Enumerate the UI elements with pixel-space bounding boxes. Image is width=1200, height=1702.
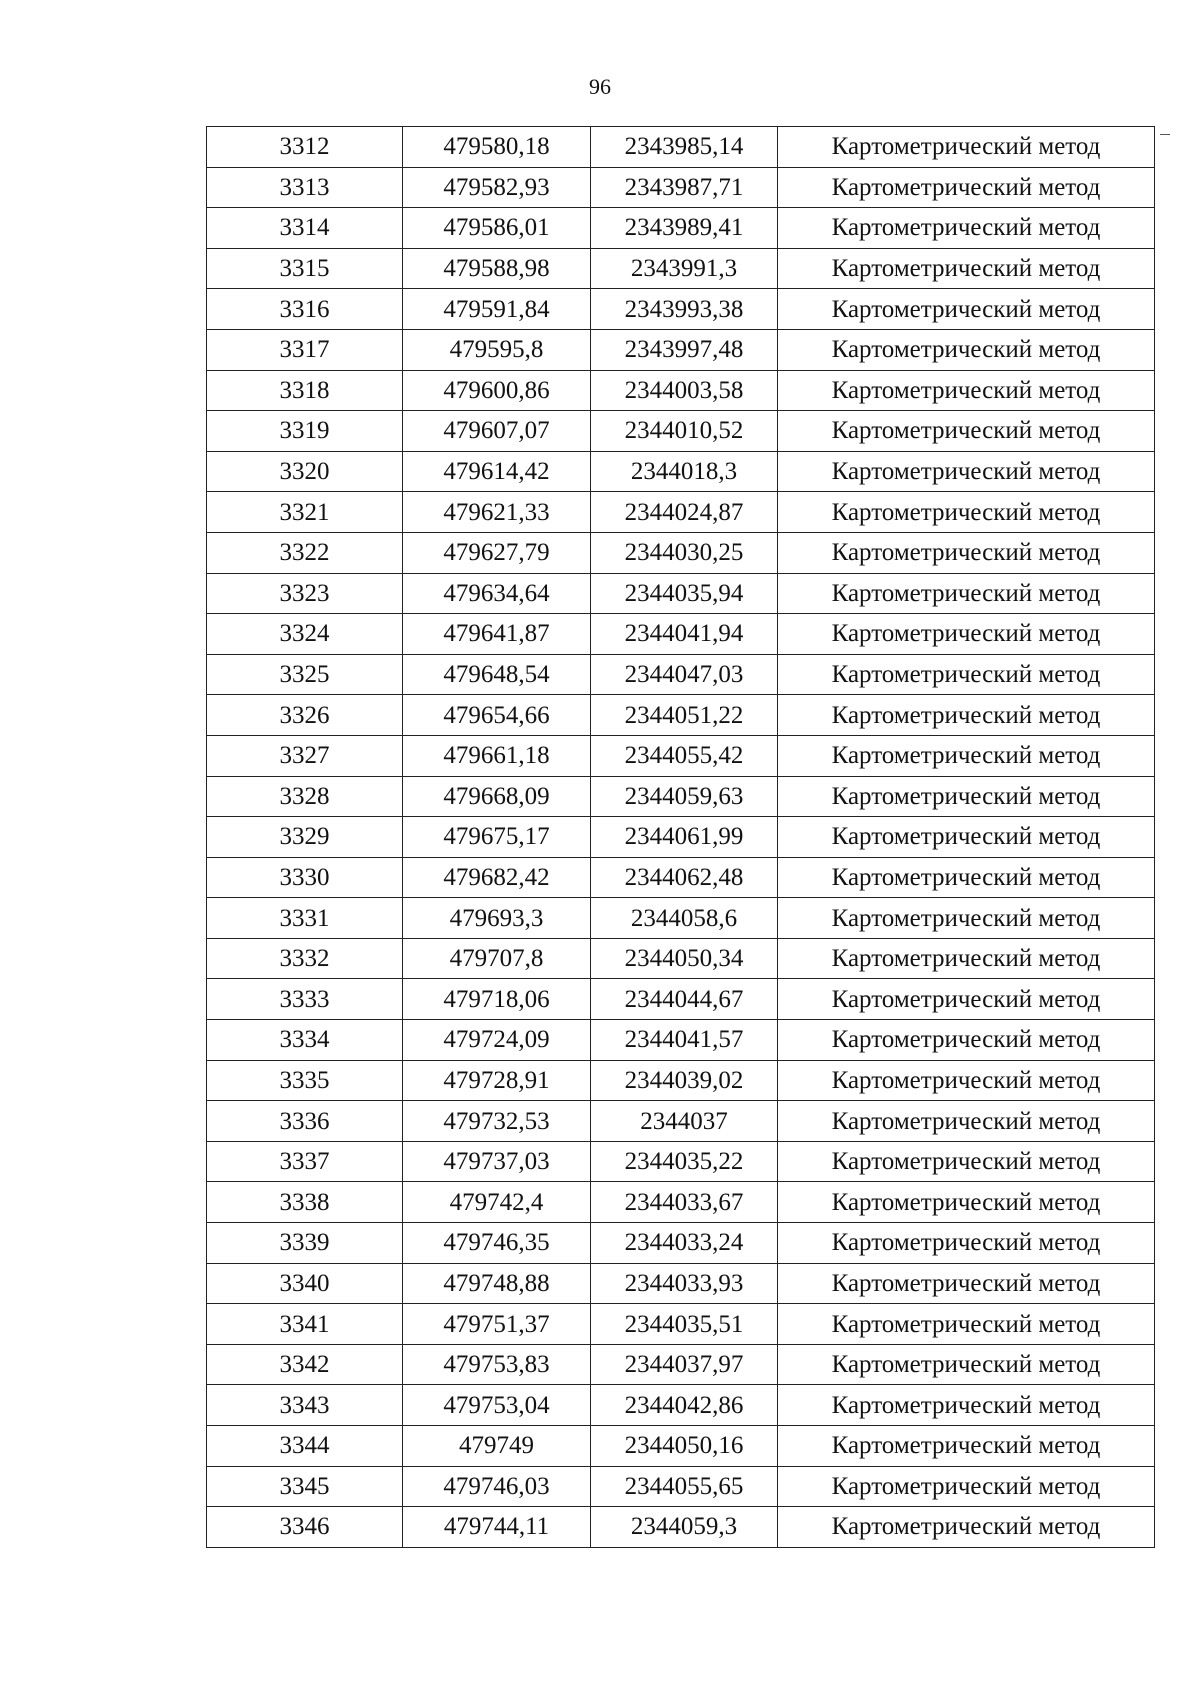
table-row <box>207 1507 1155 1548</box>
table-row <box>207 654 1155 695</box>
y-coordinate-cell: 2344042,86 <box>591 1385 778 1426</box>
x-coordinate-cell: 479718,06 <box>403 979 591 1020</box>
method-cell: Картометрический метод <box>778 1223 1155 1264</box>
y-coordinate-cell: 2344050,16 <box>591 1426 778 1467</box>
point-number-cell: 3328 <box>207 776 403 817</box>
method-cell: Картометрический метод <box>778 451 1155 492</box>
table-row <box>207 695 1155 736</box>
method-cell: Картометрический метод <box>778 411 1155 452</box>
y-coordinate-cell: 2344037,97 <box>591 1344 778 1385</box>
method-cell: Картометрический метод <box>778 208 1155 249</box>
point-number-cell: 3321 <box>207 492 403 533</box>
point-number-cell: 3320 <box>207 451 403 492</box>
table-row <box>207 776 1155 817</box>
x-coordinate-cell: 479582,93 <box>403 167 591 208</box>
x-coordinate-cell: 479728,91 <box>403 1060 591 1101</box>
x-coordinate-cell: 479742,4 <box>403 1182 591 1223</box>
y-coordinate-cell: 2343993,38 <box>591 289 778 330</box>
x-coordinate-cell: 479600,86 <box>403 370 591 411</box>
table-row <box>207 1020 1155 1061</box>
method-cell: Картометрический метод <box>778 1141 1155 1182</box>
y-coordinate-cell: 2344055,65 <box>591 1466 778 1507</box>
method-cell: Картометрический метод <box>778 735 1155 776</box>
point-number-cell: 3322 <box>207 532 403 573</box>
x-coordinate-cell: 479588,98 <box>403 248 591 289</box>
method-cell: Картометрический метод <box>778 857 1155 898</box>
table-row <box>207 1060 1155 1101</box>
y-coordinate-cell: 2344010,52 <box>591 411 778 452</box>
y-coordinate-cell: 2344030,25 <box>591 532 778 573</box>
y-coordinate-cell: 2344033,67 <box>591 1182 778 1223</box>
point-number-cell: 3339 <box>207 1223 403 1264</box>
method-cell: Картометрический метод <box>778 1101 1155 1142</box>
scan-mark <box>1160 134 1170 135</box>
table-row <box>207 248 1155 289</box>
method-cell: Картометрический метод <box>778 289 1155 330</box>
point-number-cell: 3314 <box>207 208 403 249</box>
method-cell: Картометрический метод <box>778 1385 1155 1426</box>
point-number-cell: 3315 <box>207 248 403 289</box>
table-row <box>207 735 1155 776</box>
x-coordinate-cell: 479724,09 <box>403 1020 591 1061</box>
y-coordinate-cell: 2344058,6 <box>591 898 778 939</box>
table-row <box>207 532 1155 573</box>
x-coordinate-cell: 479737,03 <box>403 1141 591 1182</box>
y-coordinate-cell: 2344037 <box>591 1101 778 1142</box>
x-coordinate-cell: 479675,17 <box>403 817 591 858</box>
table-row <box>207 1182 1155 1223</box>
method-cell: Картометрический метод <box>778 898 1155 939</box>
point-number-cell: 3338 <box>207 1182 403 1223</box>
point-number-cell: 3325 <box>207 654 403 695</box>
point-number-cell: 3330 <box>207 857 403 898</box>
point-number-cell: 3341 <box>207 1304 403 1345</box>
table-row <box>207 329 1155 370</box>
point-number-cell: 3337 <box>207 1141 403 1182</box>
x-coordinate-cell: 479693,3 <box>403 898 591 939</box>
method-cell: Картометрический метод <box>778 1020 1155 1061</box>
method-cell: Картометрический метод <box>778 248 1155 289</box>
point-number-cell: 3326 <box>207 695 403 736</box>
y-coordinate-cell: 2344062,48 <box>591 857 778 898</box>
y-coordinate-cell: 2344039,02 <box>591 1060 778 1101</box>
table-row <box>207 208 1155 249</box>
method-cell: Картометрический метод <box>778 1426 1155 1467</box>
y-coordinate-cell: 2344041,57 <box>591 1020 778 1061</box>
table-row <box>207 573 1155 614</box>
table-row <box>207 370 1155 411</box>
table-row <box>207 289 1155 330</box>
y-coordinate-cell: 2344059,63 <box>591 776 778 817</box>
method-cell: Картометрический метод <box>778 938 1155 979</box>
point-number-cell: 3333 <box>207 979 403 1020</box>
method-cell: Картометрический метод <box>778 1182 1155 1223</box>
coordinates-table <box>206 126 1155 1548</box>
point-number-cell: 3323 <box>207 573 403 614</box>
x-coordinate-cell: 479753,83 <box>403 1344 591 1385</box>
method-cell: Картометрический метод <box>778 532 1155 573</box>
y-coordinate-cell: 2343997,48 <box>591 329 778 370</box>
point-number-cell: 3331 <box>207 898 403 939</box>
point-number-cell: 3317 <box>207 329 403 370</box>
point-number-cell: 3312 <box>207 127 403 168</box>
x-coordinate-cell: 479744,11 <box>403 1507 591 1548</box>
coordinates-table-body <box>207 127 1155 1548</box>
y-coordinate-cell: 2344055,42 <box>591 735 778 776</box>
table-row <box>207 817 1155 858</box>
point-number-cell: 3332 <box>207 938 403 979</box>
point-number-cell: 3346 <box>207 1507 403 1548</box>
method-cell: Картометрический метод <box>778 1060 1155 1101</box>
table-row <box>207 1101 1155 1142</box>
method-cell: Картометрический метод <box>778 127 1155 168</box>
x-coordinate-cell: 479746,35 <box>403 1223 591 1264</box>
y-coordinate-cell: 2344051,22 <box>591 695 778 736</box>
method-cell: Картометрический метод <box>778 370 1155 411</box>
y-coordinate-cell: 2344033,24 <box>591 1223 778 1264</box>
method-cell: Картометрический метод <box>778 695 1155 736</box>
x-coordinate-cell: 479586,01 <box>403 208 591 249</box>
method-cell: Картометрический метод <box>778 776 1155 817</box>
method-cell: Картометрический метод <box>778 817 1155 858</box>
table-row <box>207 167 1155 208</box>
table-row <box>207 898 1155 939</box>
x-coordinate-cell: 479648,54 <box>403 654 591 695</box>
table-row <box>207 979 1155 1020</box>
y-coordinate-cell: 2344061,99 <box>591 817 778 858</box>
x-coordinate-cell: 479641,87 <box>403 614 591 655</box>
method-cell: Картометрический метод <box>778 1466 1155 1507</box>
y-coordinate-cell: 2344003,58 <box>591 370 778 411</box>
table-row <box>207 614 1155 655</box>
y-coordinate-cell: 2343991,3 <box>591 248 778 289</box>
table-row <box>207 1263 1155 1304</box>
method-cell: Картометрический метод <box>778 1263 1155 1304</box>
method-cell: Картометрический метод <box>778 614 1155 655</box>
x-coordinate-cell: 479627,79 <box>403 532 591 573</box>
x-coordinate-cell: 479614,42 <box>403 451 591 492</box>
table-row <box>207 1466 1155 1507</box>
x-coordinate-cell: 479591,84 <box>403 289 591 330</box>
x-coordinate-cell: 479654,66 <box>403 695 591 736</box>
x-coordinate-cell: 479621,33 <box>403 492 591 533</box>
table-row <box>207 1141 1155 1182</box>
method-cell: Картометрический метод <box>778 1304 1155 1345</box>
y-coordinate-cell: 2344018,3 <box>591 451 778 492</box>
point-number-cell: 3327 <box>207 735 403 776</box>
method-cell: Картометрический метод <box>778 329 1155 370</box>
x-coordinate-cell: 479682,42 <box>403 857 591 898</box>
table-row <box>207 451 1155 492</box>
x-coordinate-cell: 479668,09 <box>403 776 591 817</box>
point-number-cell: 3334 <box>207 1020 403 1061</box>
point-number-cell: 3343 <box>207 1385 403 1426</box>
table-row <box>207 1344 1155 1385</box>
point-number-cell: 3344 <box>207 1426 403 1467</box>
y-coordinate-cell: 2344050,34 <box>591 938 778 979</box>
y-coordinate-cell: 2344033,93 <box>591 1263 778 1304</box>
y-coordinate-cell: 2344044,67 <box>591 979 778 1020</box>
point-number-cell: 3324 <box>207 614 403 655</box>
table-row <box>207 1385 1155 1426</box>
table-row <box>207 1426 1155 1467</box>
point-number-cell: 3342 <box>207 1344 403 1385</box>
y-coordinate-cell: 2344047,03 <box>591 654 778 695</box>
point-number-cell: 3329 <box>207 817 403 858</box>
x-coordinate-cell: 479707,8 <box>403 938 591 979</box>
x-coordinate-cell: 479607,07 <box>403 411 591 452</box>
x-coordinate-cell: 479580,18 <box>403 127 591 168</box>
y-coordinate-cell: 2344059,3 <box>591 1507 778 1548</box>
x-coordinate-cell: 479732,53 <box>403 1101 591 1142</box>
point-number-cell: 3345 <box>207 1466 403 1507</box>
point-number-cell: 3336 <box>207 1101 403 1142</box>
table-row <box>207 127 1155 168</box>
point-number-cell: 3335 <box>207 1060 403 1101</box>
table-row <box>207 492 1155 533</box>
table-row <box>207 938 1155 979</box>
point-number-cell: 3316 <box>207 289 403 330</box>
x-coordinate-cell: 479746,03 <box>403 1466 591 1507</box>
y-coordinate-cell: 2343985,14 <box>591 127 778 168</box>
point-number-cell: 3340 <box>207 1263 403 1304</box>
y-coordinate-cell: 2344041,94 <box>591 614 778 655</box>
y-coordinate-cell: 2344035,94 <box>591 573 778 614</box>
x-coordinate-cell: 479751,37 <box>403 1304 591 1345</box>
method-cell: Картометрический метод <box>778 573 1155 614</box>
x-coordinate-cell: 479748,88 <box>403 1263 591 1304</box>
method-cell: Картометрический метод <box>778 979 1155 1020</box>
y-coordinate-cell: 2344035,22 <box>591 1141 778 1182</box>
method-cell: Картометрический метод <box>778 1344 1155 1385</box>
y-coordinate-cell: 2343989,41 <box>591 208 778 249</box>
method-cell: Картометрический метод <box>778 1507 1155 1548</box>
table-row <box>207 1304 1155 1345</box>
x-coordinate-cell: 479661,18 <box>403 735 591 776</box>
method-cell: Картометрический метод <box>778 654 1155 695</box>
x-coordinate-cell: 479753,04 <box>403 1385 591 1426</box>
y-coordinate-cell: 2344024,87 <box>591 492 778 533</box>
page-number: 96 <box>589 74 611 99</box>
table-row <box>207 857 1155 898</box>
point-number-cell: 3318 <box>207 370 403 411</box>
x-coordinate-cell: 479595,8 <box>403 329 591 370</box>
method-cell: Картометрический метод <box>778 492 1155 533</box>
point-number-cell: 3319 <box>207 411 403 452</box>
x-coordinate-cell: 479634,64 <box>403 573 591 614</box>
method-cell: Картометрический метод <box>778 167 1155 208</box>
y-coordinate-cell: 2343987,71 <box>591 167 778 208</box>
x-coordinate-cell: 479749 <box>403 1426 591 1467</box>
point-number-cell: 3313 <box>207 167 403 208</box>
y-coordinate-cell: 2344035,51 <box>591 1304 778 1345</box>
table-row <box>207 1223 1155 1264</box>
table-row <box>207 411 1155 452</box>
